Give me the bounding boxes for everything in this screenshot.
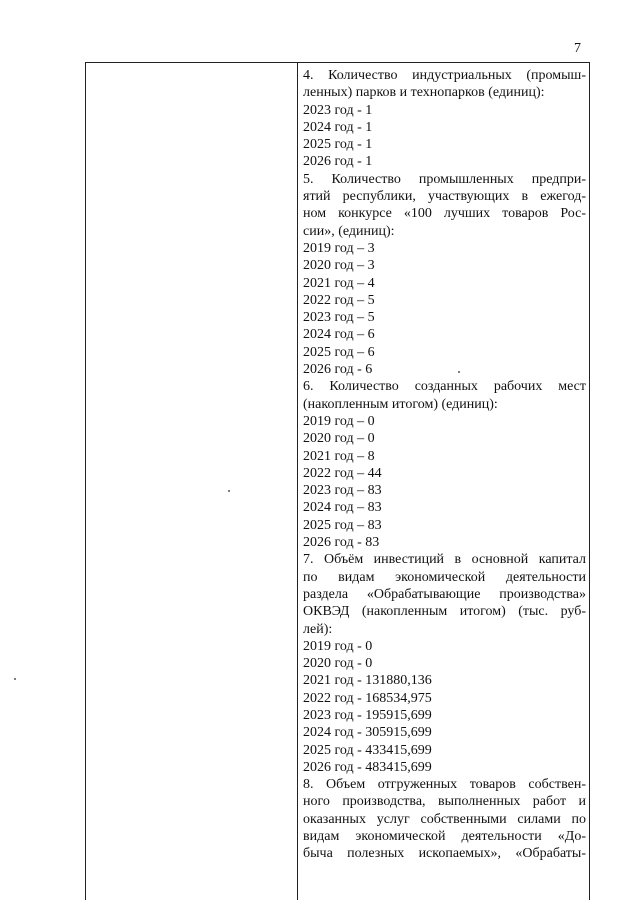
text-line: 5. Количество промышленных предпри- [303, 171, 586, 187]
text-line: 2024 год - 305915,699 [303, 725, 432, 741]
table-right-column [303, 67, 586, 863]
text-line: 2020 год – 3 [303, 258, 375, 274]
text-line: 4. Количество индустриальных (промыш- [303, 68, 586, 83]
text-line: 2020 год – 0 [303, 431, 375, 447]
scan-speck [14, 678, 16, 680]
text-line: 2023 год – 83 [303, 483, 382, 499]
text-line: 2021 год – 4 [303, 275, 375, 291]
text-line: 2019 год - 0 [303, 638, 373, 654]
text-line: 2026 год - 483415,699 [303, 759, 432, 775]
text-line: видам экономической деятельности «До- [303, 829, 586, 845]
text-line: 2023 год – 5 [303, 310, 375, 326]
text-line: быча полезных ископаемых», «Обрабаты- [303, 846, 586, 862]
text-line: 2025 год – 6 [303, 344, 375, 360]
scan-speck [458, 371, 460, 373]
text-line: 2019 год – 3 [303, 240, 375, 256]
text-line: 2026 год - 1 [303, 154, 373, 170]
indicators-table [85, 62, 590, 900]
text-line: 2021 год – 8 [303, 448, 375, 464]
text-line: 2024 год - 1 [303, 119, 373, 135]
text-line: 2022 год – 5 [303, 292, 375, 308]
text-line: 2025 год – 83 [303, 517, 382, 533]
text-line: 2019 год – 0 [303, 413, 375, 429]
text-line: ном конкурсе «100 лучших товаров Рос- [303, 206, 586, 222]
text-line: 2022 год - 168534,975 [303, 690, 432, 706]
text-line: лей): [303, 621, 333, 637]
scan-speck [228, 490, 230, 492]
text-line: 2023 год - 195915,699 [303, 707, 432, 723]
text-line: сии», (единиц): [303, 223, 395, 239]
text-line: ОКВЭД (накопленным итогом) (тыс. руб- [303, 604, 586, 620]
text-line: 7. Объём инвестиций в основной капитал [303, 552, 586, 568]
page-number: 7 [574, 41, 581, 56]
text-line: 2026 год - 6 [303, 362, 373, 378]
text-line: ного производства, выполненных работ и [303, 794, 586, 810]
text-line: 2021 год - 131880,136 [303, 673, 432, 689]
text-line: 2025 год - 433415,699 [303, 742, 432, 758]
text-line: 2026 год - 83 [303, 535, 380, 551]
text-line: ленных) парков и технопарков (единиц): [303, 85, 545, 101]
text-line: 2022 год – 44 [303, 465, 382, 481]
text-line: 8. Объем отгруженных товаров собствен- [303, 777, 586, 793]
text-line: 2025 год - 1 [303, 137, 373, 153]
text-line: 2023 год - 1 [303, 102, 373, 118]
text-line: ятий республики, участвующих в ежегод- [303, 189, 586, 205]
text-line: 6. Количество созданных рабочих мест [303, 379, 586, 395]
text-line: по видам экономической деятельности [303, 569, 586, 585]
table-left-column [86, 63, 298, 900]
text-line: 2024 год – 6 [303, 327, 375, 343]
text-line: 2020 год - 0 [303, 656, 373, 672]
text-line: раздела «Обрабатывающие производства» [303, 586, 586, 602]
text-line: оказанных услуг собственными силами по [303, 811, 586, 827]
text-line: 2024 год – 83 [303, 500, 382, 516]
text-line: (накопленным итогом) (единиц): [303, 396, 498, 412]
